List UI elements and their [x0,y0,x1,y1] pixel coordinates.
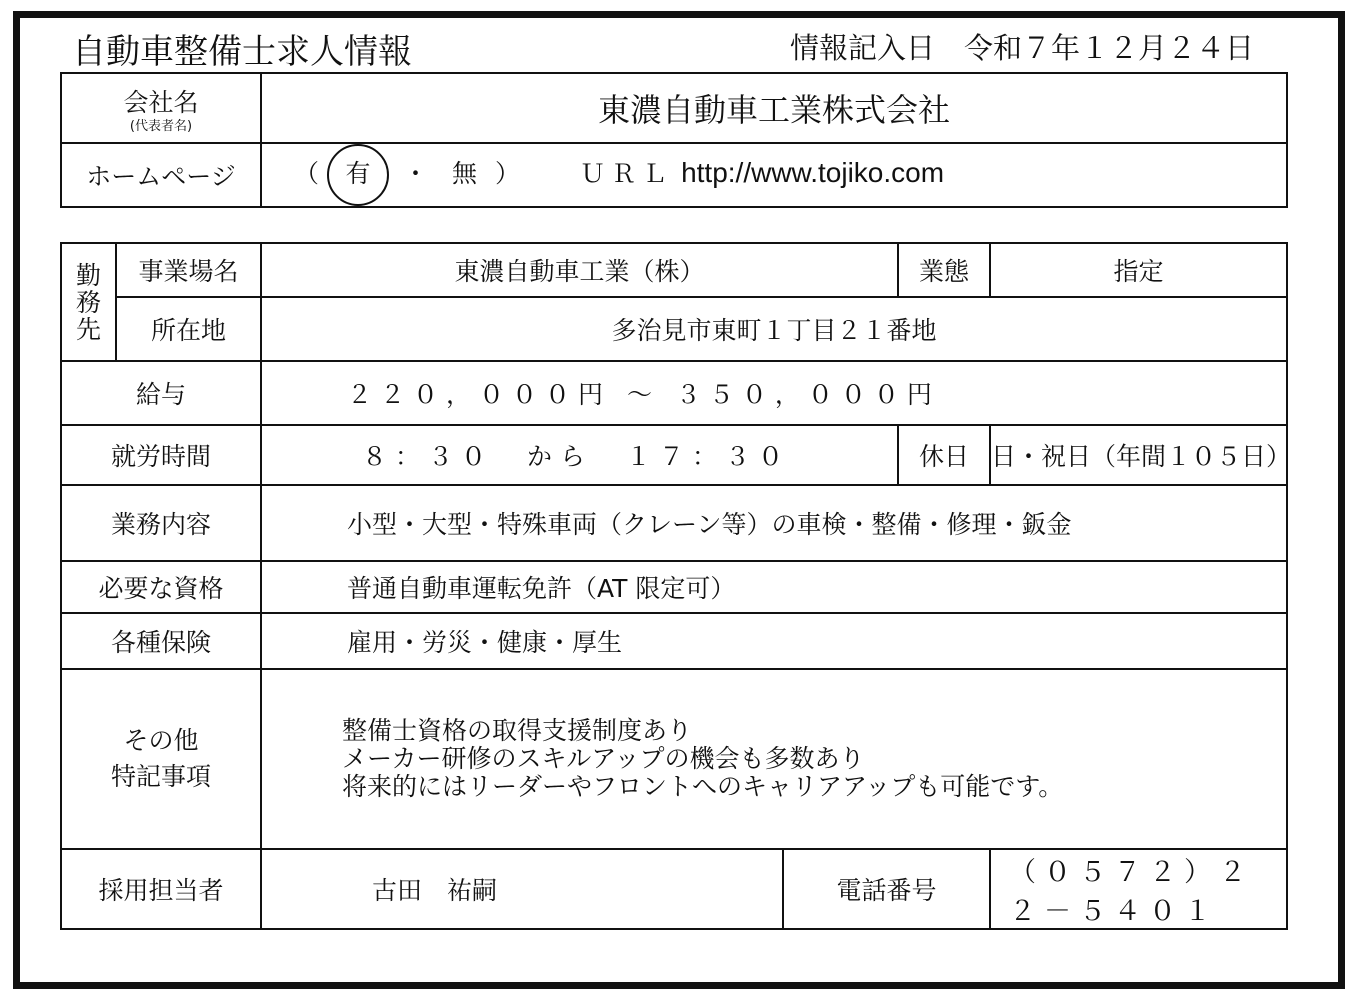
other-label-cell [61,669,261,849]
holiday-value: 日・祝日（年間１０５日） [990,425,1287,485]
company-name: 東濃自動車工業株式会社 [261,73,1287,143]
insurance-label: 各種保険 [61,613,261,669]
homepage-cell [261,143,1287,207]
homepage-dot: ・ [403,159,429,188]
salary-value: ２２０，０００円 ～ ３５０，０００円 [261,361,1287,425]
other-note-line: メーカー研修のスキルアップの機会も多数あり [342,744,865,773]
phone-number: （０５７２）２２－５４０１ [990,849,1287,929]
company-label: 会社名 [123,87,199,117]
qualification-value: 普通自動車運転免許（AT 限定可） [261,561,1287,613]
homepage-no: 無 [452,159,478,188]
insurance-value: 雇用・労災・健康・厚生 [261,613,1287,669]
recruiter-label: 採用担当者 [61,849,261,929]
company-table [60,72,1288,208]
recruiter-name: 古田 祐嗣 [261,849,783,929]
company-label-cell [61,73,261,143]
salary-label: 給与 [61,361,261,425]
homepage-open-paren: （ [294,159,320,188]
business-type: 指定 [990,243,1287,297]
address-label: 所在地 [116,297,261,361]
other-notes [261,669,1287,849]
duties-value: 小型・大型・特殊車両（クレーン等）の車検・整備・修理・鈑金 [261,485,1287,561]
address: 多治見市東町１丁目２１番地 [261,297,1287,361]
business-type-label: 業態 [898,243,990,297]
qualification-label: 必要な資格 [61,561,261,613]
other-label-line1: その他 [123,726,199,755]
workplace-side-label: 勤 務 先 [61,243,116,361]
entry-date: 情報記入日 令和７年１２月２４日 [790,31,1255,65]
holiday-label: 休日 [898,425,990,485]
homepage-url[interactable]: http://www.tojiko.com [681,157,945,188]
homepage-label: ホームページ [61,143,261,207]
hours-label: 就労時間 [61,425,261,485]
page-title: 自動車整備士求人情報 [72,32,412,72]
other-note-line: 整備士資格の取得支援制度あり [342,716,693,745]
other-label-line2: 特記事項 [110,762,211,791]
phone-label: 電話番号 [783,849,990,929]
homepage-yes-circled: 有 [327,144,389,206]
homepage-close-paren: ） [495,159,521,188]
url-label: ＵＲＬ [580,159,674,188]
other-note-line: 将来的にはリーダーやフロントへのキャリアアップも可能です。 [342,772,1064,801]
workplace-name: 東濃自動車工業（株） [261,243,898,297]
workplace-name-label: 事業場名 [116,243,261,297]
duties-label: 業務内容 [61,485,261,561]
company-sublabel: (代表者名) [129,118,193,134]
job-details-table [60,242,1292,930]
hours-value: ８：３０ から １７：３０ [261,425,898,485]
